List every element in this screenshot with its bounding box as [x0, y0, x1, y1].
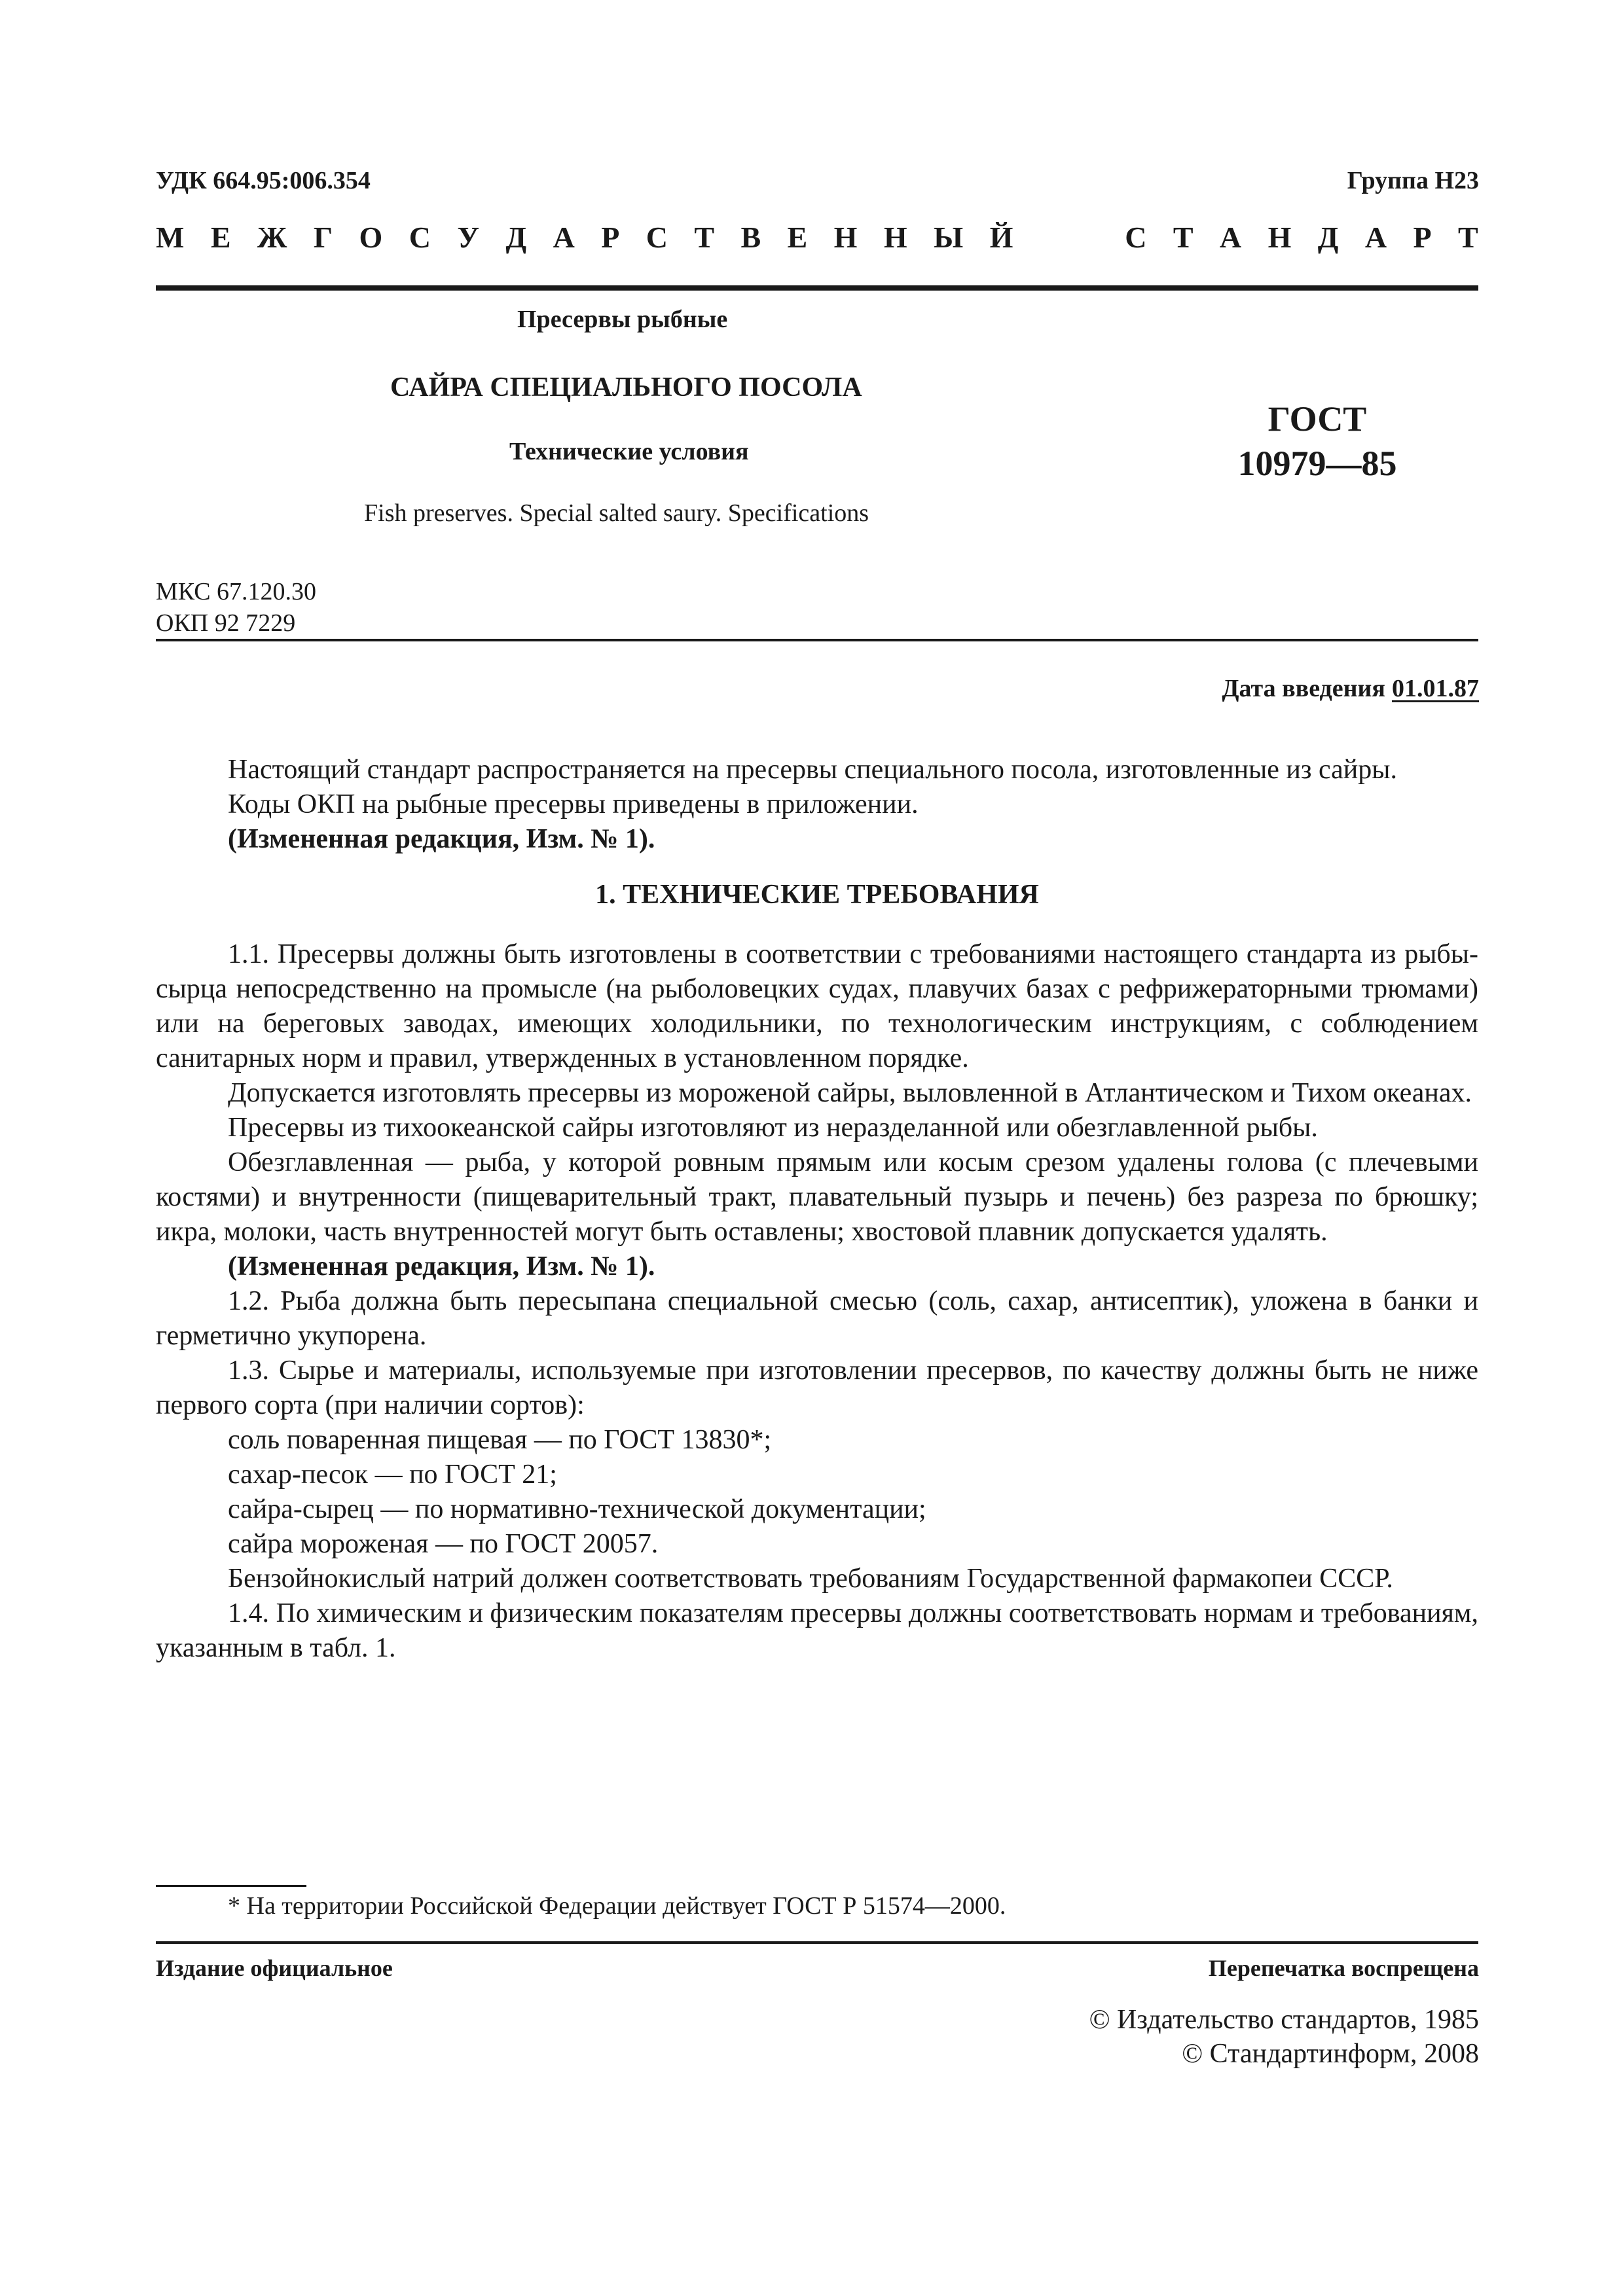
section-heading: 1. ТЕХНИЧЕСКИЕ ТРЕБОВАНИЯ	[595, 880, 1039, 910]
heading-letter: Р	[1413, 221, 1432, 254]
product-kind: Пресервы рыбные	[517, 306, 728, 333]
heading-letter: Т	[1457, 221, 1478, 254]
heading-letter: Ы	[934, 221, 964, 254]
heading-letter: В	[740, 221, 761, 254]
list-item: сайра мороженая — по ГОСТ 20057.	[228, 1529, 659, 1559]
footnote-divider	[156, 1885, 306, 1887]
group-code: Группа Н23	[1347, 167, 1479, 194]
gost-label: ГОСТ	[1267, 399, 1367, 439]
list-item: соль поваренная пищевая — по ГОСТ 13830*;	[228, 1425, 772, 1455]
mks-code: МКС 67.120.30	[156, 578, 317, 605]
heading-letter: О	[359, 221, 383, 254]
heading-letter: Г	[313, 221, 333, 254]
heading-letter: Т	[1173, 221, 1194, 254]
date-label: Дата введения	[1222, 675, 1385, 702]
introduction-date	[1222, 674, 1479, 703]
heading-letter: Д	[505, 221, 527, 254]
reprint-notice: Перепечатка воспрещена	[1208, 1955, 1479, 1981]
heading-letter: У	[457, 221, 480, 254]
copyright-line: © Стандартинформ, 2008	[1182, 2039, 1479, 2069]
paragraph: Настоящий стандарт распространяется на пресервы специального посола, изготовленные из сайры.	[228, 755, 1397, 785]
document-title: САЙРА СПЕЦИАЛЬНОГО ПОСОЛА	[390, 372, 862, 403]
date-value: 01.01.87	[1392, 675, 1479, 702]
paragraph: Бензойнокислый натрий должен соответствовать требованиям Государственной фармакопеи СССР.	[228, 1564, 1393, 1594]
edition-label: Издание официальное	[156, 1955, 393, 1981]
footnote: * На территории Российской Федерации действует ГОСТ Р 51574—2000.	[228, 1892, 1006, 1920]
word-gap	[1040, 220, 1099, 255]
english-title: Fish preserves. Special salted saury. Specifications	[364, 499, 869, 527]
heading-letter: А	[553, 221, 575, 254]
paragraph: 1.3. Сырье и материалы, используемые при изготовлении пресервов, по качеству должны быть не ниже первого сорта (при наличии сортов):	[156, 1355, 1478, 1420]
heading-letter: Й	[989, 221, 1013, 254]
heading-letter: Р	[601, 221, 620, 254]
paragraph: Допускается изготовлять пресервы из мороженой сайры, выловленной в Атлантическом и Тихом океанах.	[228, 1078, 1472, 1108]
heading-letter: Е	[210, 221, 231, 254]
gost-number: 10979—85	[1237, 444, 1397, 483]
heading-letter: Н	[883, 221, 907, 254]
paragraph: 1.1. Пресервы должны быть изготовлены в соответствии с требованиями настоящего стандарта из рыбы-сырца непосредственно на промысле (на рыболовецких судах, плавучих базах с рефрижераторными трюмами) или на береговых заводах, имеющих холодильники, по технологическим инструкциям, с соблюдением санитарных норм и правил, утвержденных в установленном порядке.	[156, 939, 1478, 1073]
heading-letter: С	[409, 221, 431, 254]
list-item: сахар-песок — по ГОСТ 21;	[228, 1460, 557, 1490]
paragraph: Пресервы из тихоокеанской сайры изготовляют из неразделанной или обезглавленной рыбы.	[228, 1113, 1318, 1143]
list-item: сайра-сырец — по нормативно-технической документации;	[228, 1494, 926, 1524]
heading-letter: Е	[787, 221, 808, 254]
document-body	[156, 753, 1478, 1666]
amendment-note: (Измененная редакция, Изм. № 1).	[228, 824, 655, 854]
classification-codes	[156, 576, 316, 639]
paragraph: 1.4. По химическим и физическим показателям пресервы должны соответствовать нормам и требованиям, указанным в табл. 1.	[156, 1598, 1478, 1663]
document-subtitle: Технические условия	[509, 438, 749, 465]
interstate-standard-heading	[156, 220, 1478, 255]
paragraph: Обезглавленная — рыба, у которой ровным прямым или косым срезом удалены голова (с плечевыми костями) и внутренности (пищеварительный тракт, плавательный пузырь и печень) без разреза по брюшку; икра, молоки, часть внутренностей могут быть оставлены; хвостовой плавник допускается удалять.	[156, 1147, 1478, 1247]
heading-letter: А	[1364, 221, 1387, 254]
heading-letter: Т	[694, 221, 715, 254]
heading-letter: М	[156, 221, 185, 254]
top-divider	[156, 285, 1478, 291]
heading-letter: С	[646, 221, 668, 254]
heading-letter: Н	[1267, 221, 1292, 254]
paragraph: Коды ОКП на рыбные пресервы приведены в приложении.	[228, 789, 919, 819]
copyright-line: © Издательство стандартов, 1985	[1089, 2005, 1479, 2035]
heading-letter: Ж	[257, 221, 287, 254]
heading-letter: С	[1125, 221, 1147, 254]
heading-letter: Н	[833, 221, 858, 254]
amendment-note: (Измененная редакция, Изм. № 1).	[228, 1251, 655, 1282]
codes-divider	[156, 639, 1478, 641]
heading-letter: А	[1219, 221, 1242, 254]
gost-designation	[1213, 397, 1422, 486]
paragraph: 1.2. Рыба должна быть пересыпана специальной смесью (соль, сахар, антисептик), уложена в банки и герметично укупорена.	[156, 1286, 1478, 1351]
heading-letter: Д	[1317, 221, 1339, 254]
okp-code: ОКП 92 7229	[156, 609, 296, 637]
udk-code: УДК 664.95:006.354	[156, 167, 371, 194]
copyright-block	[1089, 2003, 1479, 2071]
bottom-divider	[156, 1941, 1478, 1944]
